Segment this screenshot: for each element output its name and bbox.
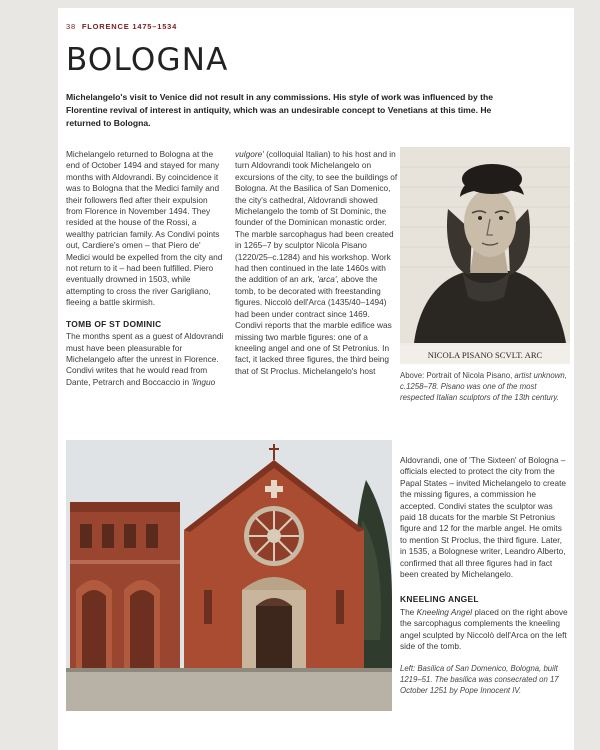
text-run: placed on the right above the sarcophagus complements the kneeling angel sculpted by Niccolò dell'Arca on the left side of the tomb. [400, 606, 568, 652]
italic-run: artist unknown, c.1258–78. Pisano was one of the most respected Italian sculptors of the 13th century. [400, 371, 567, 402]
column-2 [235, 149, 398, 377]
running-header [66, 22, 177, 31]
column-3 [400, 455, 568, 653]
page-title: BOLOGNA [66, 42, 229, 78]
page [58, 8, 574, 750]
page-number: 38 [66, 22, 76, 31]
text-run: Above: Portrait of Nicola Pisano, [400, 371, 515, 380]
subheading-kneeling-angel: KNEELING ANGEL [400, 594, 479, 605]
basilica-caption: Left: Basilica of San Domenico, Bologna, built 1219–51. The basilica was consecrated on 17 October 1251 by Pope Innocent IV. [400, 664, 559, 696]
italic-run: Kneeling Angel [416, 606, 473, 617]
body-paragraph [66, 331, 225, 388]
portrait-illustration [400, 147, 570, 364]
body-paragraph: Aldovrandi, one of 'The Sixteen' of Bologna – officials elected to protect the city from the Papal States – invited Michelangelo to create the missing figures, a commission he accepted. Condivi states the sculptor was paid 18 ducats for the marble St Petronius figure and 12 for the marble angel. He omits to mention St Proclus, the third figure. Later, in 1535, a Bolognese writer, Leandro Alberto, confirmed that all three figures had in fact been created by Michelangelo. [400, 455, 567, 580]
basilica-illustration [66, 440, 392, 711]
portrait-inscription: NICOLA PISANO SCVLT. ARC [427, 350, 543, 360]
column-1 [66, 149, 225, 388]
text-run: , above the tomb, to be decorated with freestanding figures. Niccolò dell'Arca (1435/40–1494) had been under contract since 1469. Condivi reports that the marble edifice was missing two marble figures: one of a kneeling angel and one of St Petronius. In fact, it lacked three figures, the third being that of St Proclus. Michelangelo's host [235, 274, 392, 376]
subheading-tomb: TOMB OF ST DOMINIC [66, 318, 162, 329]
italic-run: 'arca' [317, 274, 337, 285]
basilica-photo [66, 440, 392, 711]
body-paragraph [400, 607, 568, 653]
text-run: The months spent as a guest of Aldovrandi must have been pleasurable for Michelangelo after the unrest in Florence. Condivi writes that he would read from Dante, Petrarch and Boccaccio in [66, 331, 224, 387]
text-run: The [400, 606, 417, 617]
intro-paragraph: Michelangelo's visit to Venice did not result in any commissions. His style of work was influenced by the Florentine revival of interest in antiquity, which was an undesirable concept to Venetians at this time. He returned to Bologna. [66, 92, 494, 128]
body-paragraph: Michelangelo returned to Bologna at the end of October 1494 and stayed for many months with Aldovrandi. By coincidence it was to Bologna that the Medici family and their followers fled after their expulsion from Florence in November 1494. They resided at the house of the Rossi, a wealthy patrician family. As Condivi points out, Cardiere's omen – that Piero de' Medici would be expelled from the city and not return to it – had been fulfilled. Piero eventually drowned in 1503, while attempting to cross the river Garigliano, fleeing a battle skirmish. [66, 149, 223, 308]
body-paragraph [235, 149, 398, 377]
italic-run: vulgore' [235, 149, 264, 159]
portrait-image [400, 147, 570, 364]
italic-run: 'linguo [191, 376, 216, 387]
portrait-caption [400, 370, 568, 403]
chapter-title: FLORENCE 1475–1534 [81, 22, 178, 31]
text-run: (colloquial Italian) to his host and in turn Aldovrandi took Michelangelo on excursions of the city, to see the buildings of Bologna. At the Basilica of San Domenico, the city's cathedral, Aldovrandi showed Michelangelo the tomb of St Dominic, the founder of the Dominican monastic order. The marble sarcophagus had been created in 1265–7 by sculptor Nicola Pisano (1220/25–c.1284) and his workshop. Work had then continued in the late 1460s with the addition of an ark, [235, 149, 398, 285]
